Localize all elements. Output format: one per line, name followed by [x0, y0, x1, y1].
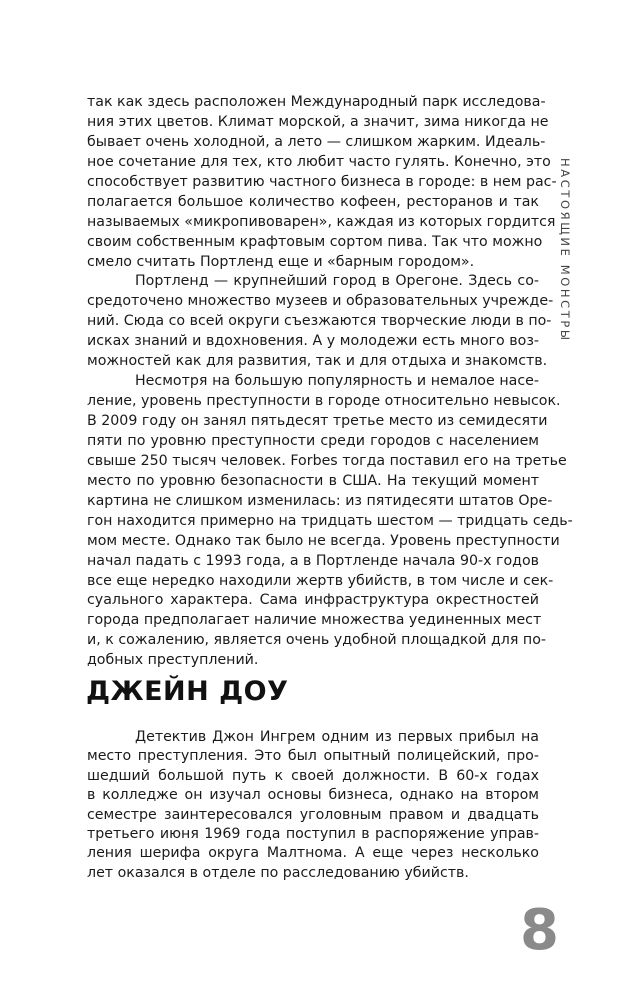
text-line: гон находится примерно на тридцать шестом — тридцать седь-	[87, 512, 573, 529]
text-line: свыше 250 тысяч человек. Forbes тогда поставил его на третье	[87, 452, 567, 469]
text-line: семестре заинтересовался уголовным правом и двадцать	[87, 806, 539, 823]
text-line: ний. Сюда со всей округи съезжаются творческие люди в по-	[87, 313, 552, 330]
body-text-section-2	[87, 728, 539, 883]
text-line: и, к сожалению, является очень удобной площадкой для по-	[87, 632, 546, 649]
text-line: Портленд — крупнейший город в Орегоне. Здесь со-	[135, 273, 539, 290]
text-line: своим собственным крафтовым сортом пива. Так что можно	[87, 233, 543, 250]
text-line: смело считать Портленд еще и «барным городом».	[87, 253, 475, 270]
text-line: мом месте. Однако так было не всегда. Уровень преступности	[87, 532, 560, 549]
text-line: лет оказался в отделе по расследованию убийств.	[87, 864, 469, 881]
text-line: полагается большое количество кофеен, ресторанов и так	[87, 193, 539, 210]
text-line: картина не слишком изменилась: из пятидесяти штатов Оре-	[87, 492, 553, 509]
text-line: добных преступлений.	[87, 652, 259, 669]
text-line: называемых «микропивоварен», каждая из которых гордится	[87, 213, 556, 230]
text-line: Детектив Джон Ингрем одним из первых прибыл на	[135, 729, 539, 745]
text-line: начал падать с 1993 года, а в Портленде начала 90-х годов	[87, 552, 540, 569]
text-line: можностей как для развития, так и для отдыха и знакомств.	[87, 353, 548, 370]
text-line: так как здесь расположен Международный парк исследова-	[87, 94, 546, 110]
text-line: пяти по уровню преступности среди городов с населением	[87, 432, 539, 449]
text-line: Несмотря на большую популярность и немалое насе-	[135, 373, 539, 390]
text-line: ления шерифа округа Малтнома. А еще через несколько	[87, 845, 539, 862]
section-heading: ДЖЕЙН ДОУ	[86, 676, 289, 707]
text-line: в колледже он изучал основы бизнеса, однако на втором	[87, 787, 539, 804]
text-line: место по уровню безопасности в США. На текущий момент	[87, 472, 539, 489]
text-line: В 2009 году он занял пятьдесят третье место из семидесяти	[87, 413, 548, 429]
text-line: города предполагает наличие множества уединенных мест	[87, 612, 542, 629]
page-number: 8	[520, 898, 559, 963]
text-line: бывает очень холодной, а лето — слишком жарким. Идеаль-	[87, 133, 546, 150]
text-line: ление, уровень преступности в городе относительно невысок.	[87, 393, 561, 410]
text-line: ное сочетание для тех, кто любит часто гулять. Конечно, это	[87, 153, 551, 170]
running-header: НАСТОЯЩИЕ МОНСТРЫ	[558, 158, 572, 343]
text-line: исках знаний и вдохновения. А у молодежи есть много воз-	[87, 333, 539, 350]
text-line: средоточено множество музеев и образовательных учрежде-	[87, 293, 554, 310]
text-line: ния этих цветов. Климат морской, а значит, зима никогда не	[87, 113, 549, 130]
text-line: способствует развитию частного бизнеса в городе: в нем рас-	[87, 173, 557, 190]
text-line: третьего июня 1969 года поступил в распоряжение управ-	[87, 825, 539, 842]
text-line: все еще нередко находили жертв убийств, в том числе и сек-	[87, 572, 554, 589]
text-line: шедший большой путь к своей должности. В 60-х годах	[87, 767, 539, 784]
text-line: суального характера. Сама инфраструктура окрестностей	[87, 592, 539, 609]
text-line: место преступления. Это был опытный полицейский, про-	[87, 748, 539, 765]
